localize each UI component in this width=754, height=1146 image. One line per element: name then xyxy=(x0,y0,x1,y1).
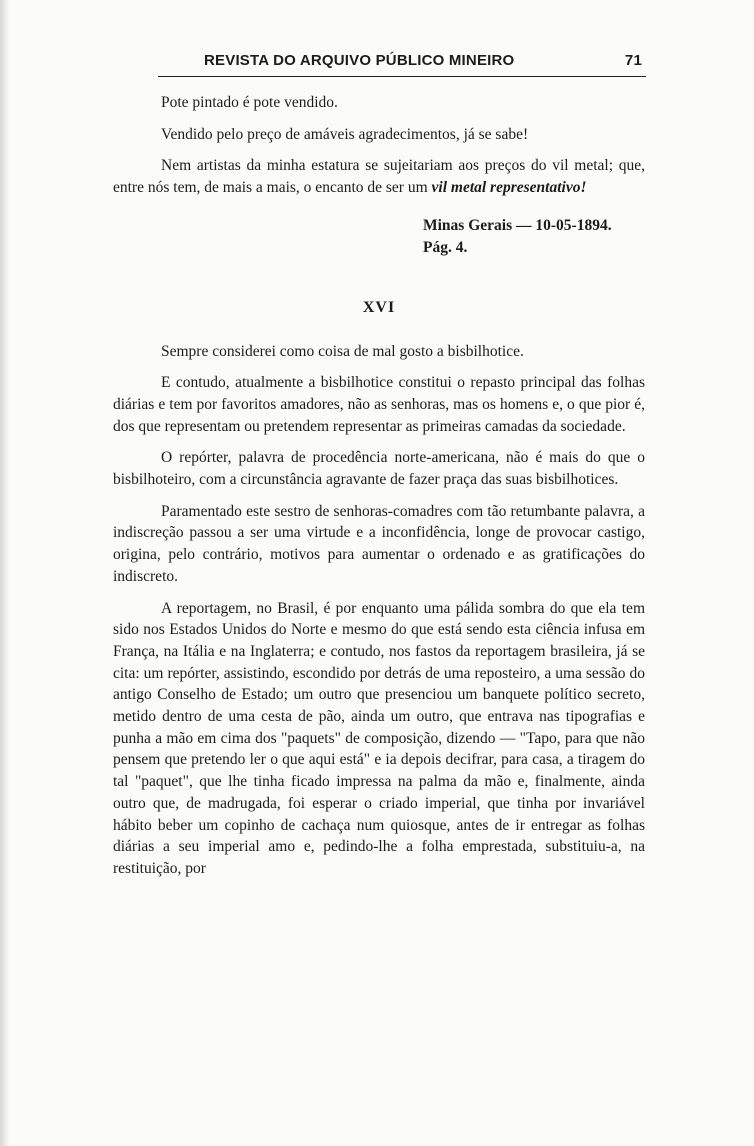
journal-title: REVISTA DO ARQUIVO PÚBLICO MINEIRO xyxy=(204,52,515,69)
body-paragraph: Vendido pelo preço de amáveis agradecimentos, já se sabe! xyxy=(161,125,529,143)
emphasized-phrase: vil metal representativo! xyxy=(431,179,587,197)
body-paragraph: Sempre considerei como coisa de mal gosto a bisbilhotice. xyxy=(161,342,524,360)
body-paragraph-metal xyxy=(113,155,645,198)
body-paragraph: E contudo, atualmente a bisbilhotice constitui o repasto principal das folhas diárias e tem por favoritos amadores, não as senhoras, mas os homens e, o que pior é, dos que representam ou pretendem representar as primeiras camadas da sociedade. xyxy=(113,374,645,435)
page-number: 71 xyxy=(624,52,642,69)
body-paragraph: A reportagem, no Brasil, é por enquanto uma pálida sombra do que ela tem sido nos Estados Unidos do Norte e mesmo do que está sendo esta ciência infusa em França, na Itália e na Inglaterra; e contudo, nos fastos da reportagem brasileira, já se cita: um repórter, assistindo, escondido por detrás de uma reposteiro, a uma sessão do antigo Conselho de Estado; um outro que presenciou um banquete político secreto, metido dentro de uma cesta de pão, ainda um outro, que entrava nas tipografias e punha a mão em cima dos "paquets" de composição, dizendo — "Tapo, para que não pensem que pretendo ler o que aqui está" e ia depois decifrar, para casa, a tiragem do tal "paquet", que lhe tinha ficado impressa na palma da mão e, finalmente, ainda outro que, de madrugada, foi esperar o criado imperial, que tinha por invariável hábito beber um copinho de cachaça num quiosque, antes de ir entregar as folhas diárias a seu imperial amo e, pedindo-lhe a folha emprestada, substituiu-a, na restituição, por xyxy=(113,599,645,877)
running-header xyxy=(158,50,646,77)
page-body xyxy=(113,92,645,880)
section-heading: XVI xyxy=(362,298,396,316)
page-binding-edge xyxy=(0,0,10,1146)
dateline-page: Pág. 4. xyxy=(423,238,468,256)
body-paragraph: Paramentado este sestro de senhoras-comadres com tão retumbante palavra, a indiscreção passou a ser uma virtude e a inconfidência, longe de provocar castigo, origina, pelo contrário, motivos para aumentar o ordenado e as gratificações do indiscreto. xyxy=(113,502,645,585)
dateline-place-date: Minas Gerais — 10-05-1894. xyxy=(423,216,612,234)
body-paragraph: O repórter, palavra de procedência norte-americana, não é mais do que o bisbilhoteiro, com a circunstância agravante de fazer praça das suas bisbilhotices. xyxy=(113,449,645,489)
paragraph-text: Nem artistas da minha estatura se sujeitariam aos preços do vil metal; que, entre nós tem, de mais a mais, o encanto de ser um xyxy=(113,157,645,197)
dateline xyxy=(423,215,645,259)
body-paragraph: Pote pintado é pote vendido. xyxy=(161,94,338,111)
